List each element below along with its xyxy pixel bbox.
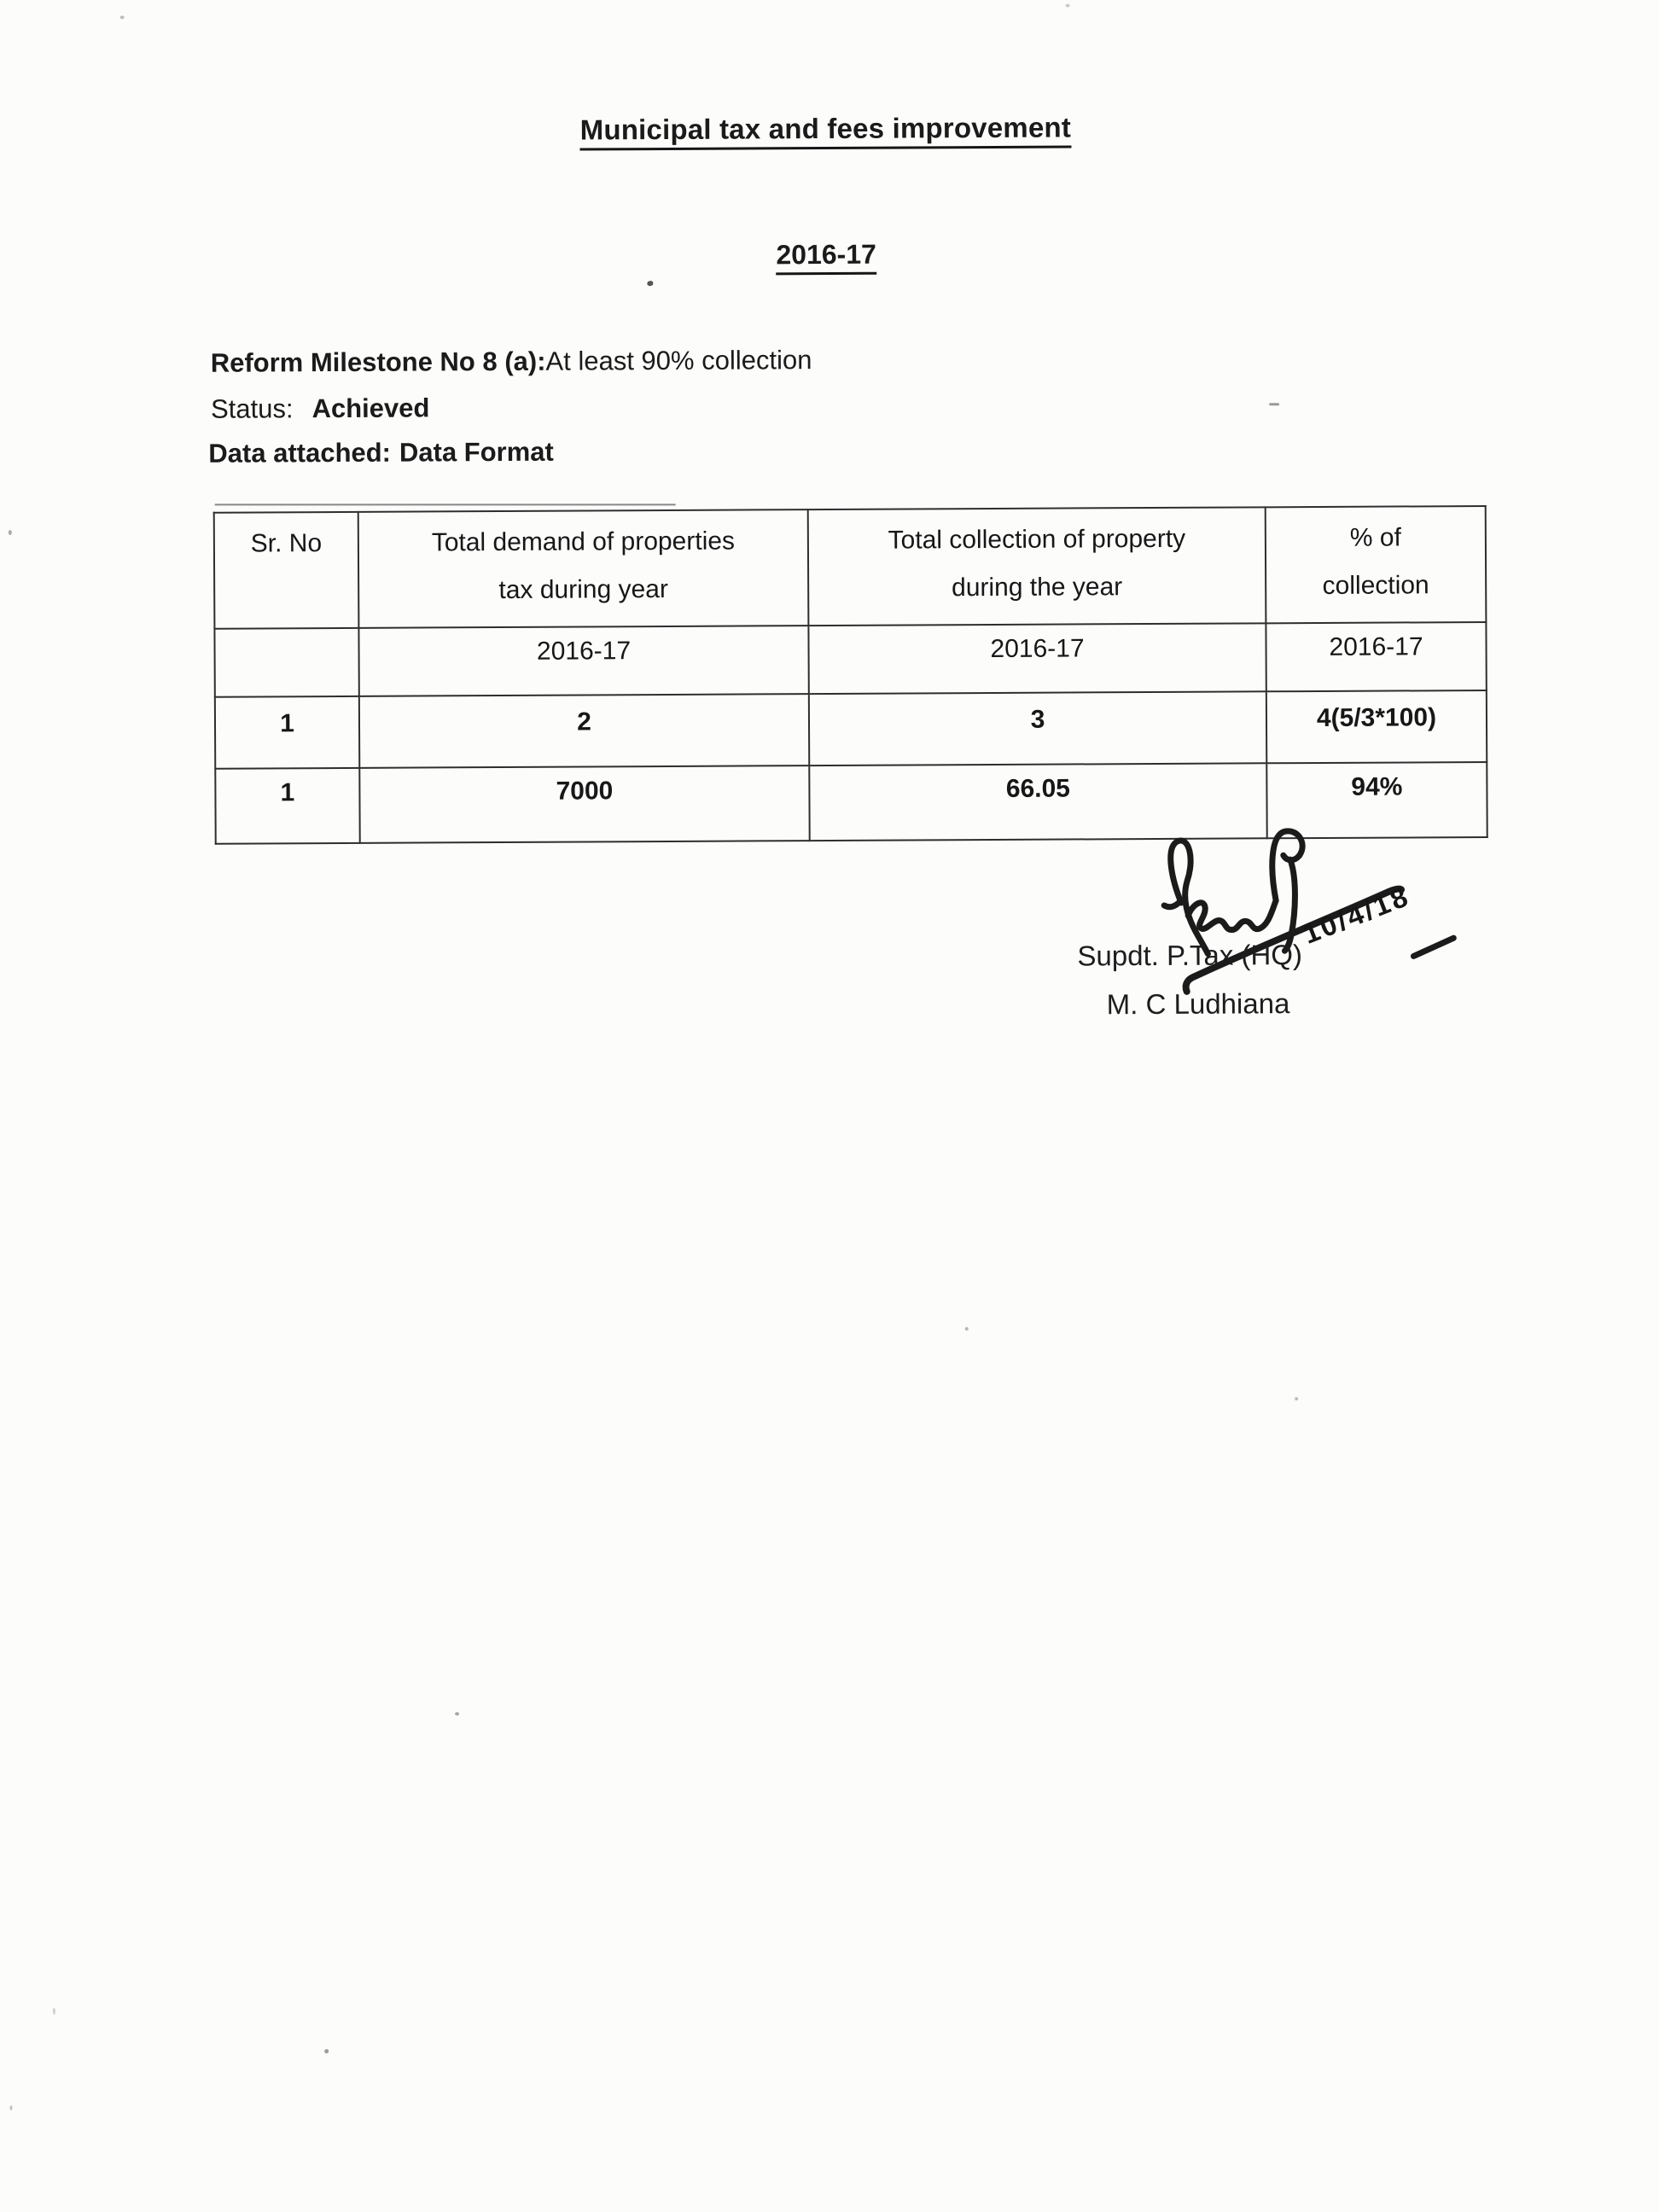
- scan-speck: [1066, 4, 1070, 8]
- table-header-row: [214, 506, 1487, 629]
- scan-speck: [455, 1712, 459, 1715]
- table-year-row: [214, 622, 1486, 697]
- table-cell: 1: [215, 696, 359, 769]
- date-underline-stroke: [1413, 938, 1453, 956]
- year-heading: [0, 235, 1656, 279]
- status-line: [211, 393, 430, 424]
- data-attached-line: [208, 437, 554, 469]
- table-cell: [214, 628, 358, 697]
- year-heading-text: 2016-17: [776, 239, 876, 276]
- reform-milestone-label: Reform Milestone No 8 (a):: [210, 346, 546, 378]
- data-attached-value: Data Format: [399, 436, 554, 468]
- table-cell: 1: [215, 768, 359, 844]
- page-title-text: Municipal tax and fees improvement: [580, 112, 1071, 151]
- scan-speck: [324, 2049, 329, 2053]
- table-cell: 4(5/3*100): [1266, 690, 1487, 763]
- table-cell: 2016-17: [1266, 622, 1486, 691]
- signature-loop-stroke: [1171, 841, 1208, 954]
- reform-milestone-line: [211, 345, 812, 379]
- table-column-index-row: [215, 690, 1487, 769]
- scan-speck: [965, 1327, 969, 1330]
- header-total-collection: Total collection of property during the year: [808, 507, 1266, 626]
- table-cell: 2016-17: [358, 626, 808, 696]
- table-cell: 2: [359, 694, 809, 768]
- signatory-designation: Supdt. P.Tax (HQ): [1077, 939, 1303, 972]
- scan-speck: [1269, 403, 1279, 405]
- status-label: Status:: [210, 393, 294, 424]
- scan-speck: [647, 281, 653, 286]
- scan-speck: [1295, 1397, 1298, 1400]
- handwritten-date: 10/4/18: [1298, 879, 1415, 950]
- signatory-office: M. C Ludhiana: [1106, 987, 1290, 1021]
- status-value: Achieved: [311, 393, 430, 424]
- table-cell: 2016-17: [808, 623, 1266, 694]
- scan-speck: [120, 15, 125, 19]
- table-cell: 3: [809, 691, 1266, 765]
- data-attached-label: Data attached:: [208, 437, 392, 469]
- table-cell: 7000: [359, 765, 809, 843]
- table-cell: 66.05: [809, 763, 1266, 841]
- header-total-demand: Total demand of properties tax during year: [358, 509, 809, 628]
- scan-speck: [9, 2105, 12, 2110]
- reform-milestone-value: At least 90% collection: [545, 345, 812, 376]
- header-percent-collection: % of collection: [1266, 506, 1487, 623]
- table-cell: 94%: [1266, 762, 1487, 838]
- header-sr-no: Sr. No: [214, 512, 359, 629]
- scan-double-border-artifact: [215, 504, 676, 505]
- signature-squiggle-stroke: [1188, 900, 1276, 930]
- collection-data-table: [213, 505, 1488, 845]
- scan-speck: [9, 530, 12, 535]
- page-title: [0, 108, 1655, 154]
- scan-speck: [53, 2008, 55, 2015]
